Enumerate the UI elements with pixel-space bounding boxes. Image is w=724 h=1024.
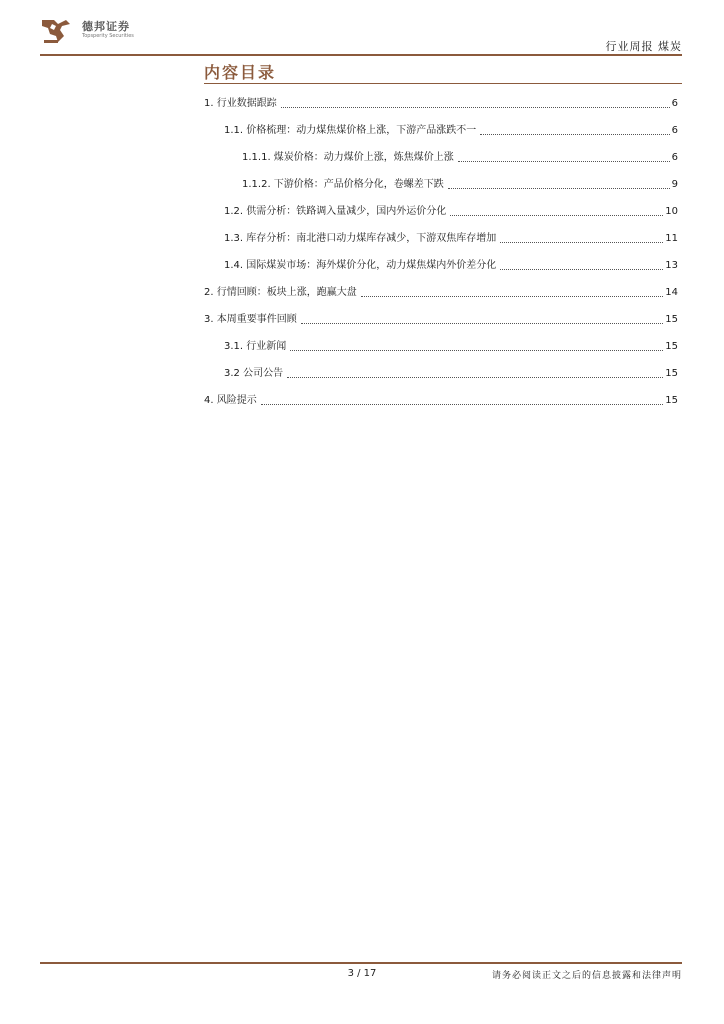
brand-name-cn: 德邦证券 [82,20,130,33]
brand-name [82,20,134,40]
toc-entry-page: 13 [665,260,678,271]
toc-leader-dots [281,97,670,108]
toc-entry[interactable] [242,177,678,193]
toc-entry-text: 1.2. 供需分析：铁路调入量减少，国内外运价分化 [224,206,447,217]
toc-entry-page: 15 [665,368,678,379]
page-number: 3 / 17 [347,968,377,979]
toc-leader-dots [480,124,669,135]
toc-entry[interactable] [224,366,678,382]
toc-entry[interactable] [224,258,678,274]
toc-entry[interactable] [224,123,678,139]
toc-leader-dots [290,340,663,351]
toc-entry[interactable] [224,231,678,247]
header-divider [40,54,682,56]
toc-entry-text: 1.1.2. 下游价格：产品价格分化，卷螺差下跌 [242,179,444,190]
toc-entry[interactable] [204,96,678,112]
toc-entry-text: 4. 风险提示 [204,395,257,406]
toc-entry-text: 1.3. 库存分析：南北港口动力煤库存减少，下游双焦库存增加 [224,233,497,244]
toc-entry-text: 1.1. 价格梳理：动力煤焦煤价格上涨，下游产品涨跌不一 [224,125,477,136]
toc-entry[interactable] [204,393,678,409]
toc-entry[interactable] [204,312,678,328]
toc-entry-page: 11 [665,233,678,244]
toc-entry-page: 15 [665,341,678,352]
toc-leader-dots [458,151,670,162]
toc-entry-text: 3. 本周重要事件回顾 [204,314,297,325]
report-type-label: 行业周报 煤炭 [605,40,682,53]
toc-entry-page: 6 [671,152,678,163]
footer-divider [40,962,682,964]
toc-leader-dots [361,286,664,297]
brand-logo-icon [40,16,76,46]
toc-entry-page: 6 [671,125,678,136]
toc-entry[interactable] [224,204,678,220]
toc-entry-page: 15 [665,314,678,325]
toc-entry[interactable] [242,150,678,166]
toc-title: 内容目录 [204,63,277,82]
toc-title-divider [204,83,682,84]
toc-leader-dots [448,178,670,189]
toc-leader-dots [500,232,663,243]
toc-entry-text: 1.4. 国际煤炭市场：海外煤价分化，动力煤焦煤内外价差分化 [224,260,497,271]
toc-entry-page: 15 [665,395,678,406]
toc-leader-dots [500,259,663,270]
toc-entry-text: 1.1.1. 煤炭价格：动力煤价上涨，炼焦煤价上涨 [242,152,454,163]
footer-disclaimer: 请务必阅读正文之后的信息披露和法律声明 [491,971,682,981]
toc-leader-dots [450,205,663,216]
brand-name-en: Topsperity Securities [82,33,134,39]
toc-entry-text: 3.1. 行业新闻 [224,341,287,352]
toc-entry[interactable] [224,339,678,355]
toc-entry-page: 10 [665,206,678,217]
toc-entry-text: 3.2 公司公告 [224,368,284,379]
toc-entry[interactable] [204,285,678,301]
page-header [0,0,724,60]
toc-entry-page: 6 [671,98,678,109]
toc-leader-dots [261,394,664,405]
toc-leader-dots [301,313,664,324]
toc-entry-text: 2. 行情回顾：板块上涨，跑赢大盘 [204,287,357,298]
toc-entry-page: 9 [671,179,678,190]
toc-entry-page: 14 [665,287,678,298]
toc-entry-text: 1. 行业数据跟踪 [204,98,277,109]
toc-leader-dots [287,367,663,378]
